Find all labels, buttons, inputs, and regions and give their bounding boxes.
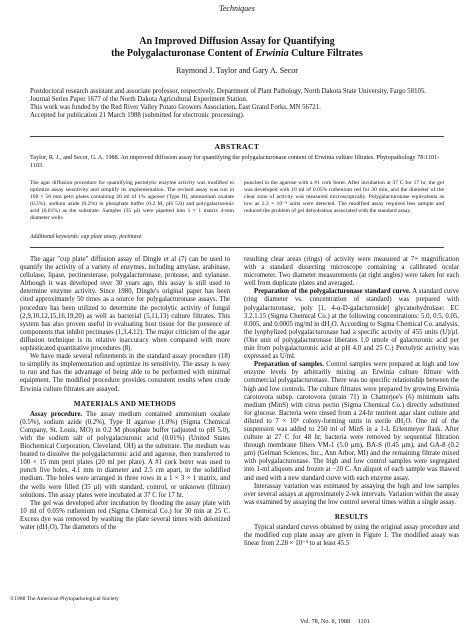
body-column-right: [244, 256, 459, 548]
paragraph: Interassay variation was estimated by assaying the high and low samples over several assays at approximately 2-wk intervals. Variation within the assay was examined by assaying the low control several times within a single assay.: [244, 482, 459, 506]
abstract-left: The agar diffusion procedure for quantifying pectolytic enzyme activity was modified to optimize assay sensitivity and simplify its implementation. The revised assay was run in 100 × 50 mm petri plates containing 20 ml of 1% agarose (Type II), ammonium oxalate (0.5%), sodium azide (0.2%) in phosphate buffer (0.2 M, pH 5.0) and polygalacturonic acid (0.01%) as the substrate. Samples (35 µl) were pipetted into 1 × 1 matrix 4-mm diameter wells: [30, 180, 234, 221]
authors: Raymond J. Taylor and Gary A. Secor: [176, 66, 298, 75]
abstract-bottom-rule: [30, 247, 444, 248]
paragraph-text: The assay medium contained ammonium oxalate (0.5%), sodium azide (0.2%), Type II agarose (1.0%) (Sigma Chemical Company, St. Louis, MO) in 0.2 M phosphate buffer (adjusted to pH 5.0), with the sodium salt of polygalacturonic acid (0.01%) (United States Biochemical Corporation, Cleveland, OH) as the substrate. The medium was heated to dissolve the polygalacturonic acid and agarose, then transferred to 100 × 15 mm petri plates (20 ml per plate). A #1 cork borer was used to punch five holes, 4.1 mm in diameter and 2.5 cm apart, in the solidified medium. The holes were arranged in three rows in a 1 × 3 × 1 matrix, and the wells were filled (35 µl) with standard, control, or unknown (filtrate) solutions. The assay plates were incubated at 37 C for 17 hr.: [20, 410, 230, 499]
run-in-heading: Preparation of samples.: [254, 361, 324, 369]
run-in-heading: Preparation of the polygalacturonase standard curve.: [254, 288, 411, 296]
paragraph: [244, 361, 459, 482]
paragraph: The gel was developed after incubation by flooding the assay plate with 10 ml of 0.05% ruthenium red (Sigma Chemical Co.) for 30 min at 25 C. Excess dye was removed by washing the plate several times with deionized water (dH₂O). The diameters of the: [20, 499, 230, 531]
section-heading: RESULTS: [334, 512, 369, 521]
paragraph: resulting clear areas (rings) of activity were measured at 7× magnification with a standard dissecting microscope containing a calibrated ocular micrometer. Two diameter measurements (at right angles) were taken for each well from duplicate plates and averaged.: [244, 256, 459, 288]
keywords: Additional keywords: cup plate assay, pectinase.: [30, 234, 143, 240]
title-line-1: An Improved Diffusion Assay for Quantifying: [139, 36, 335, 47]
page-footer: [300, 618, 470, 625]
citation: Taylor, R. J., and Secor, G. A. 1988. An improved diffusion assay for quantifying the polygalacturonase content of Erwinia culture filtrates. Phytopathology 78:1101-1103.: [30, 154, 440, 169]
note-accepted: Accepted for publication 21 March 1988 (submitted for electronic processing).: [30, 112, 245, 119]
paragraph: Typical standard curves obtained by using the original assay procedure and the modified cup plate assay are given in Figure 1. The modified assay was linear from 2.28 × 10⁻⁴ to at least 45.5: [244, 524, 459, 548]
title-line-2: the Polygalacturonase Content of Erwinia Culture Filtrates: [111, 48, 363, 59]
abstract-top-rule: [30, 136, 444, 137]
body-column-left: [20, 256, 230, 532]
abstract-heading: ABSTRACT: [214, 142, 260, 151]
author-notes: [30, 88, 450, 120]
paragraph: [20, 411, 230, 500]
paragraph-text: Control samples were prepared at high and low enzyme levels by arbitrarily mixing an Erwinia culture filtrate with commercial polygalacturonase. There was no specific relationship between the high and low controls. The culture filtrates were prepared by growing Erwinia carotovora subsp. carotovora (strain 71) in Chatterjee's (6) minimum salts medium (MinS) with citrus pectin (Sigma Chemical Co.) directly substituted for glucose. Bacteria were rinsed from a 24-hr nutrient agar slant culture and diluted to 7 × 10⁶ colony-forming units in sterile dH₂O. One ml of the suspension was added to 250 ml of MinS in a 1-L Erlenmeyer flask. After culture at 27 C for 48 hr, bacteria were removed by sequential filtration through membrane filters VM-1 (5.0 µm), BA-S (0.45 µm), and GA-8 (0.2 µm) (Gelman Sciences, Inc., Ann Arbor, MI) and the remaining filtrate mixed with polygalacturonase. The high and low control samples were segregated into 1-ml aliquots and frozen at −20 C. An aliquot of each sample was thawed and used with a new standard curve with each enzyme assay.: [244, 361, 459, 482]
note-funding: This work was funded by the Red River Valley Potato Growers Association, East Grand Forks, MN 56721.: [30, 104, 321, 111]
run-in-heading: Assay procedure.: [30, 410, 83, 418]
copyright: ©1988 The American Phytopathological Society: [10, 596, 119, 602]
paragraph: The agar "cup plate" diffusion assay of Dingle et al (7) can be used to quantify the activity of a variety of enzymes, including amylase, arabinase, cellulase, lipase, pectinesterase, polygalacturonase, protease, and xylanase. Although it was developed over 30 years ago, this assay is still used to determine enzyme activity. Since 1980, Dingle's original paper has been cited approximately 50 times as a source for polygalacturonase assays. The procedure has been utilized to determine the pectolytic activity of fungal (2,9,10,12,15,16,19,20) as well as bacterial (5,11,13) culture filtrates. This system has also proven useful in evaluating host tissue for the presence of components that inhibit pectinases (1,3,4,12). The major criticism of the agar diffusion technique is its relative inaccuracy when compared with more sophisticated quantitative procedures (8).: [20, 256, 230, 353]
note-series: Journal Series Paper 1677 of the North Dakota Agricultural Experiment Station.: [30, 96, 248, 103]
article-title: [20, 36, 454, 60]
paragraph: We have made several refinements in the standard assay procedure (18) to simplify its implementation and optimize its sensitivity. The assay is easy to run and has the advantage of being able to be performed with minimal equipment. The modified procedure provides consistent results when crude Erwinia culture filtrates are assayed.: [20, 353, 230, 393]
volume-info: Vol. 78, No. 8, 1988: [300, 618, 351, 625]
page-number: 1101: [357, 618, 370, 625]
paragraph: [244, 288, 459, 361]
note-affiliation: Postdoctoral research assistant and associate professor, respectively, Department of Plant Pathology, North Dakota State University, Fargo 58105.: [30, 88, 426, 95]
paragraph-text: A standard curve (ring diameter vs. concentration of standard) was prepared with polygalacturonase, poly [1, 4-α-D-galacturonide] glycanohydrolase: EC 3.2.1.15 (Sigma Chemical Co.) at the following concentrations: 5.0, 0.5, 0.05, 0.005, and 0.0005 mg/ml in dH₂O. According to Sigma Chemical Co. analysis, the lyophylized polygalacturonase had a specific activity of 455 units (U)/µl. (One unit of polygalacturonase liberates 1.0 umole of galacturonic acid per min from polygalacturonic acid at pH 4.0 and 25 C.) Pectolytic activity was expressed as U/ml.: [244, 288, 459, 361]
section-heading: MATERIALS AND METHODS: [73, 399, 177, 408]
section-label: Techniques: [219, 4, 255, 13]
abstract-right: punched in the agarose with a #1 cork borer. After incubation at 37 C for 17 hr, the gel was developed with 10 ml of 0.05% ruthenium red for 30 min, and the diameter of the clear zone of activity was measured microscopically. Polygalacturonase equivalents as low as 2.3 × 10⁻⁴ units were detected. The modified assay required less sample and reduced the problem of gel dehydration associated with the standard assay.: [244, 180, 444, 214]
